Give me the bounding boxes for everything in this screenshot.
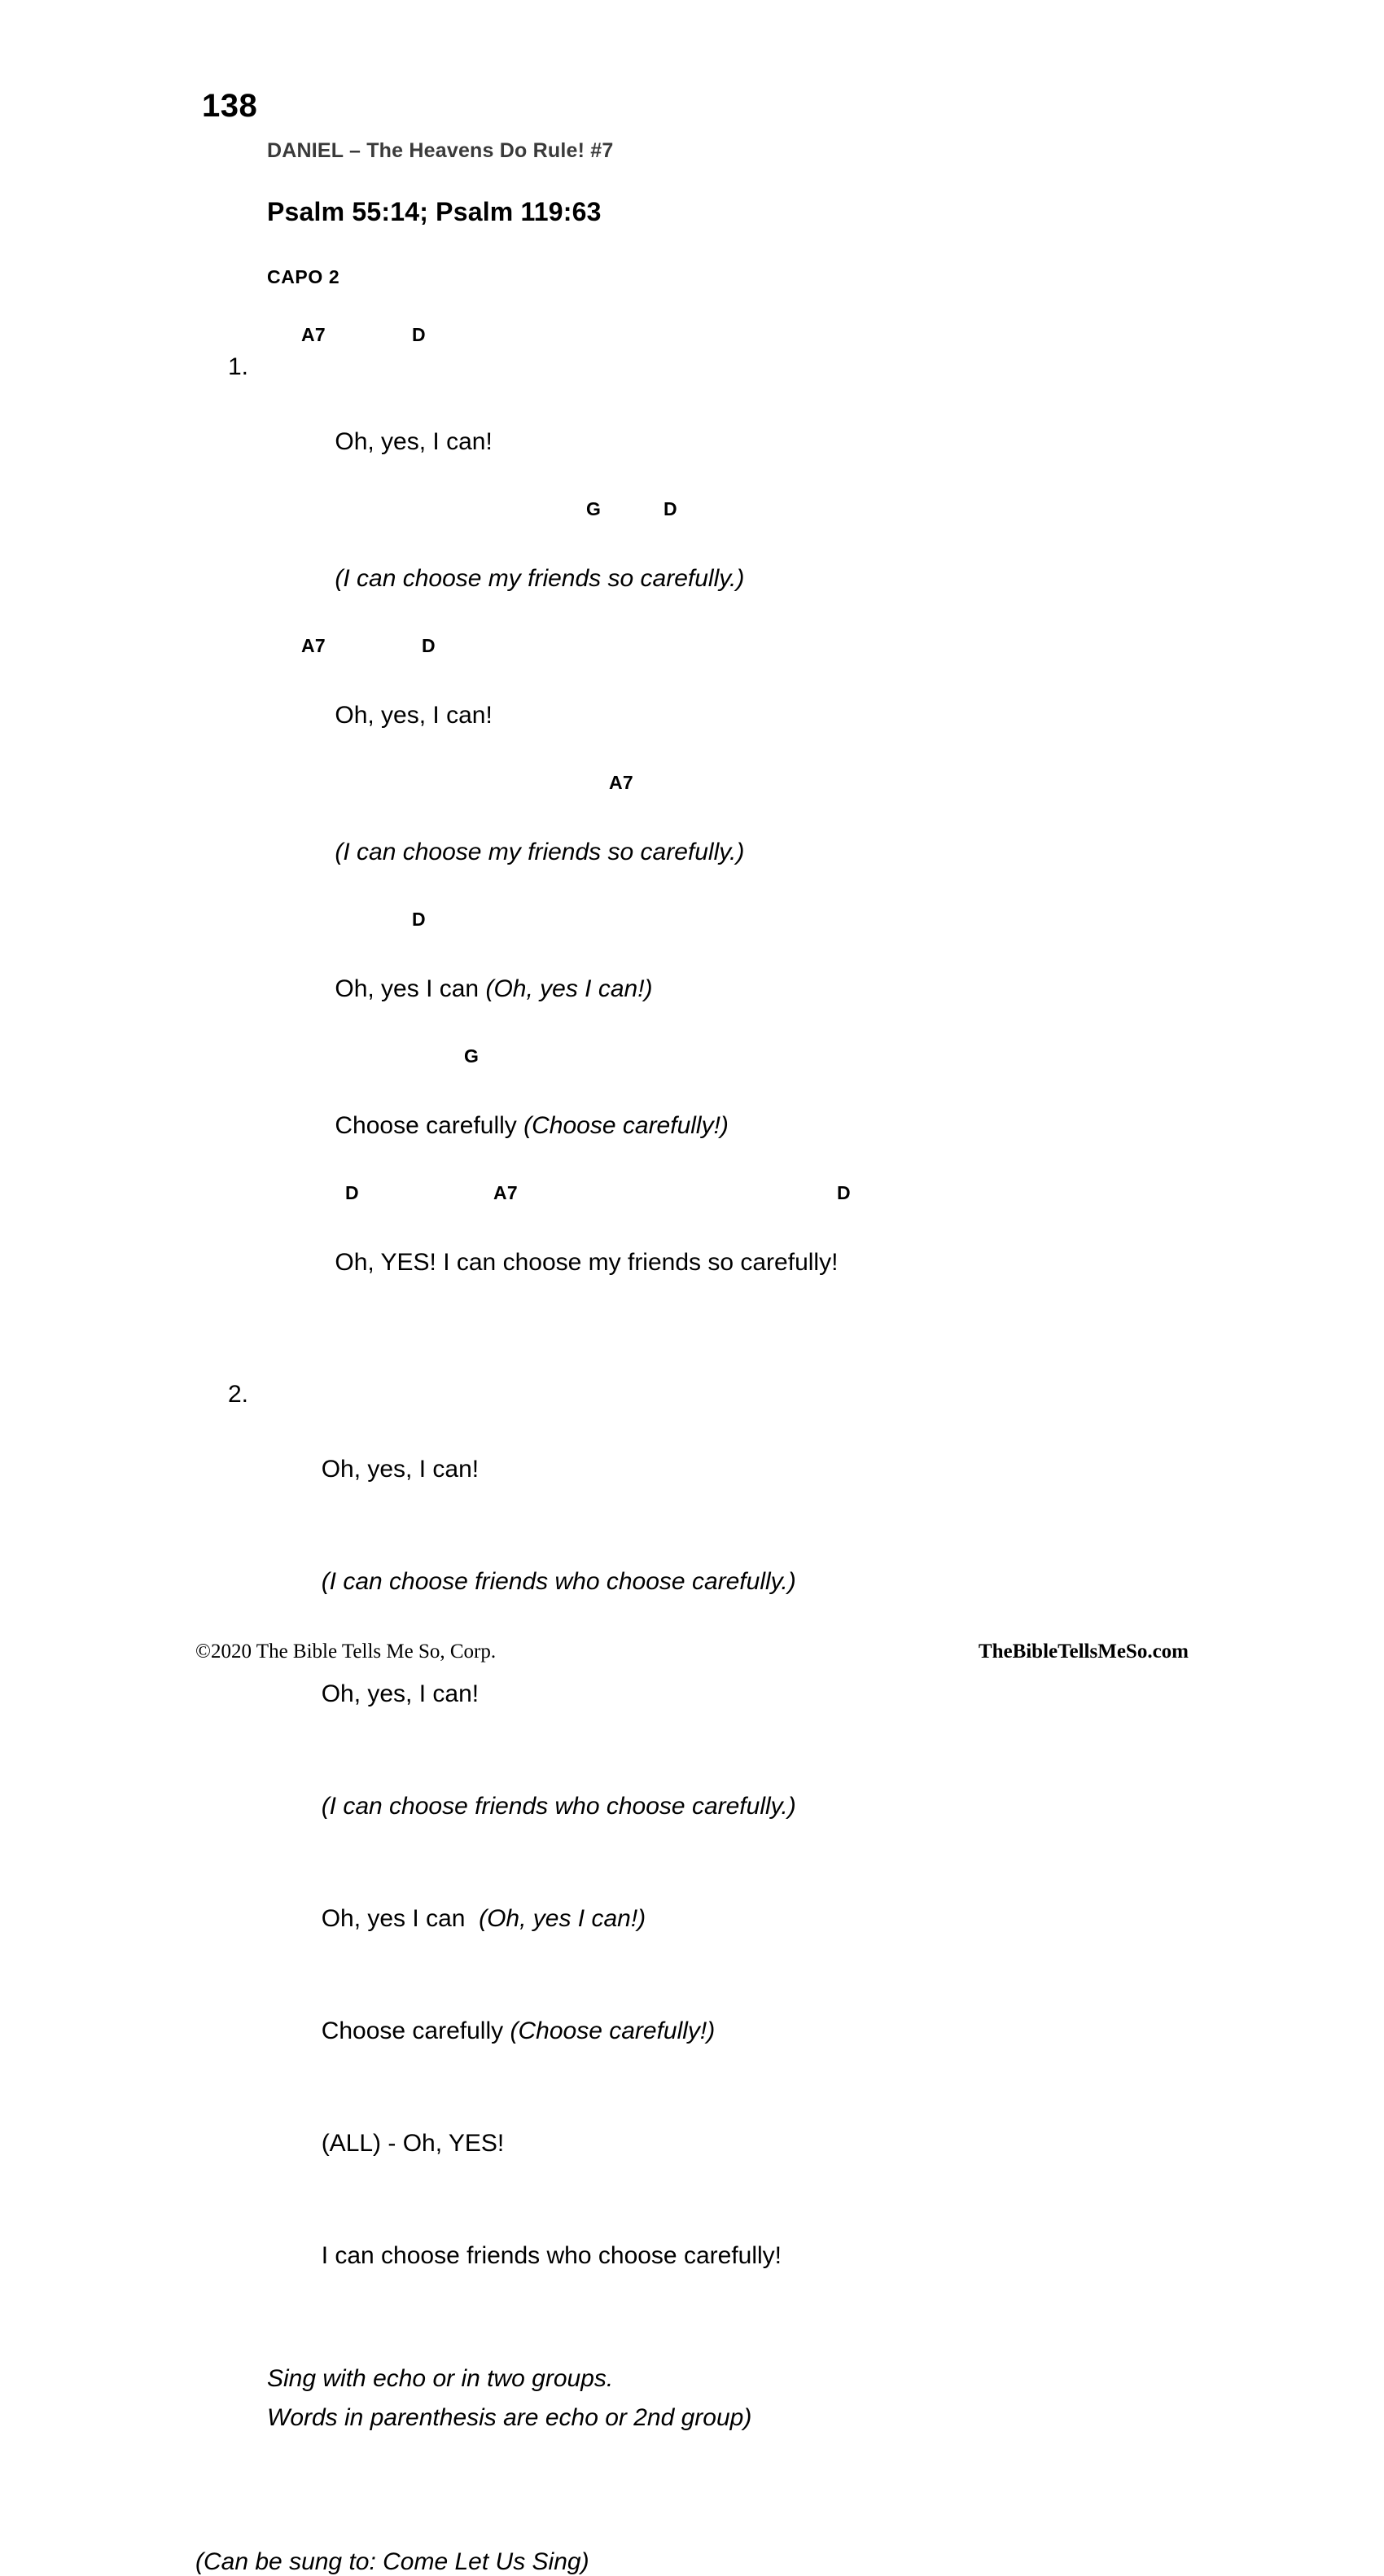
- performance-notes: [267, 2359, 1189, 2438]
- lyric-row: [267, 1070, 1189, 1182]
- lyric-text: Choose carefully: [335, 1112, 524, 1139]
- lyric-row: [267, 2200, 1189, 2312]
- lyric-row: [267, 2088, 1189, 2200]
- chord: D: [412, 324, 426, 345]
- verse1-line-4: [267, 772, 1189, 909]
- note-line: Words in parenthesis are echo or 2nd group): [267, 2404, 752, 2431]
- verse1-line-1: [228, 324, 1189, 498]
- chord-row: [267, 909, 1189, 933]
- lyric-text: Choose carefully: [321, 2017, 510, 2044]
- chord-row: [267, 635, 1189, 659]
- chord: G: [586, 498, 602, 519]
- lyric-row: [267, 1750, 1189, 1863]
- lyric-text: (I can choose my friends so carefully.): [335, 839, 745, 865]
- lyric-row: [267, 1975, 1189, 2088]
- page-number: 138: [202, 88, 258, 124]
- lyric-row: [267, 796, 1189, 909]
- verse1-line-5: [267, 909, 1189, 1045]
- capo-label: CAPO 2: [267, 266, 340, 287]
- chord-row: [267, 1045, 1189, 1070]
- echo-text: (Choose carefully!): [510, 2017, 716, 2044]
- website-link[interactable]: TheBibleTellsMeSo.com: [978, 1641, 1189, 1663]
- verse-1: [228, 324, 1189, 1319]
- lyric-text: Oh, yes, I can!: [321, 1680, 480, 1707]
- lyric-text: (ALL) - Oh, YES!: [321, 2130, 505, 2157]
- lyric-text: (I can choose friends who choose carefully.): [321, 1793, 796, 1820]
- page-footer: [195, 1641, 1189, 1663]
- lyric-row: [267, 1863, 1189, 1975]
- chord: G: [464, 1045, 480, 1067]
- lyric-text: Oh, yes, I can!: [335, 702, 493, 729]
- chord: A7: [493, 1182, 519, 1203]
- verse-2: [228, 1376, 1189, 2312]
- chord-row: [267, 498, 1189, 523]
- copyright-notice: ©2020 The Bible Tells Me So, Corp.: [195, 1641, 497, 1663]
- lyric-text: Oh, yes I can: [321, 1905, 480, 1932]
- series-title: DANIEL – The Heavens Do Rule! #7: [267, 139, 614, 162]
- chord: A7: [609, 772, 634, 793]
- lyric-text: I can choose friends who choose carefully!: [321, 2242, 782, 2269]
- chord: D: [837, 1182, 851, 1203]
- lyric-text: (I can choose my friends so carefully.): [335, 565, 745, 592]
- lyric-text: Oh, YES! I can choose my friends so carefully!: [335, 1249, 839, 1276]
- lyric-row: [267, 523, 1189, 635]
- verse-number: 2.: [228, 1381, 249, 1408]
- lyric-row: [228, 348, 1189, 498]
- verse1-line-2: [267, 498, 1189, 635]
- lyric-text: Oh, yes, I can!: [335, 428, 493, 455]
- chord-row: [267, 1182, 1189, 1207]
- lyric-row: [267, 1526, 1189, 1638]
- lyric-row: [267, 1207, 1189, 1319]
- lyric-row: [228, 1376, 1189, 1526]
- echo-text: (Oh, yes I can!): [485, 975, 653, 1002]
- verse1-line-6: [267, 1045, 1189, 1182]
- chord-row: [267, 324, 1189, 348]
- chord: D: [345, 1182, 359, 1203]
- chord: D: [412, 909, 426, 930]
- chord: D: [664, 498, 677, 519]
- page-content: [195, 0, 1189, 2576]
- echo-text: (Choose carefully!): [523, 1112, 729, 1139]
- chord: A7: [301, 635, 326, 656]
- lyric-row: [267, 933, 1189, 1045]
- scripture-reference: Psalm 55:14; Psalm 119:63: [267, 197, 602, 226]
- chord-row: [267, 772, 1189, 796]
- verse1-line-3: [267, 635, 1189, 772]
- chord: A7: [301, 324, 326, 345]
- chord: D: [422, 635, 436, 656]
- lyric-text: (I can choose friends who choose carefully.): [321, 1568, 796, 1595]
- verse1-line-7: [267, 1182, 1189, 1319]
- verse-number: 1.: [228, 353, 249, 380]
- tune-suggestion: (Can be sung to: Come Let Us Sing): [195, 2548, 589, 2575]
- echo-text: (Oh, yes I can!): [479, 1905, 646, 1932]
- lyric-text: Oh, yes I can: [335, 975, 486, 1002]
- note-line: Sing with echo or in two groups.: [267, 2365, 614, 2392]
- lyric-text: Oh, yes, I can!: [321, 1456, 480, 1483]
- lyric-row: [267, 659, 1189, 772]
